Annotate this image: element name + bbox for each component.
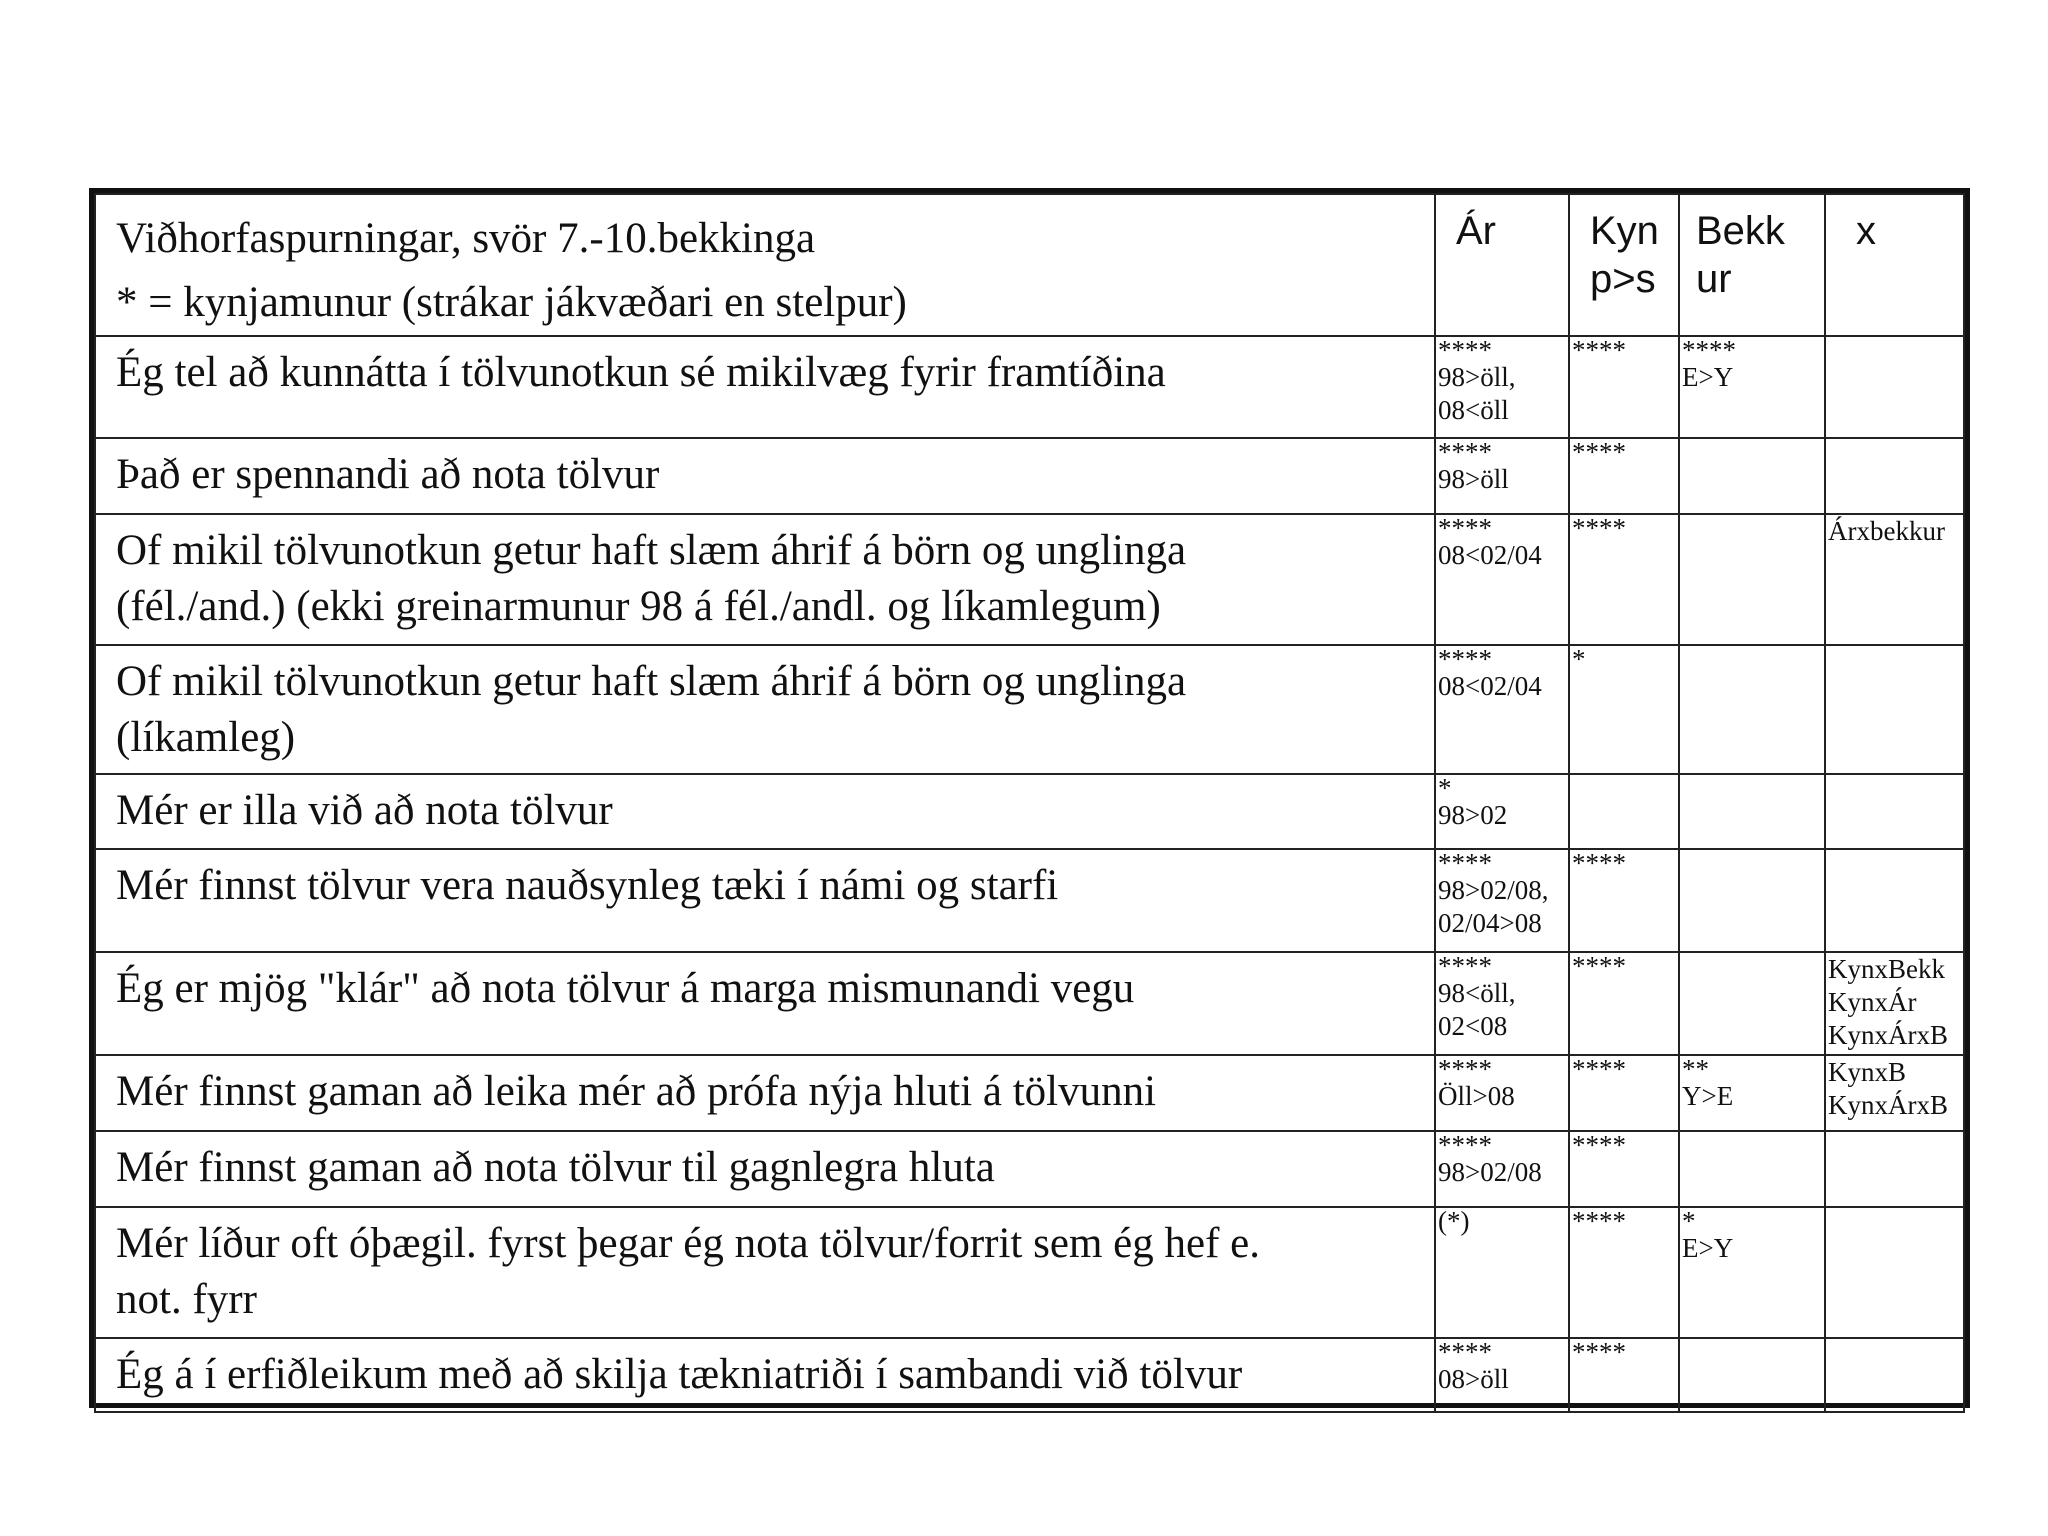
significance-stars: (*) (1438, 1207, 1470, 1236)
significance-stars: **** (1682, 336, 1736, 365)
question-cell (95, 438, 1435, 514)
ar-cell (1435, 438, 1569, 514)
question-text: Of mikil tölvunotkun getur haft slæm áhrif á börn og unglinga (116, 527, 1187, 574)
question-text: Ég á í erfiðleikum með að skilja tækniatriði í sambandi við tölvur (116, 1351, 1243, 1398)
table-row (95, 1207, 1964, 1338)
ar-value: Öll>08 (1438, 1081, 1515, 1111)
ar-cell (1435, 645, 1569, 774)
question-cell (95, 952, 1435, 1055)
bekkur-value: Y>E (1682, 1081, 1734, 1111)
kyn-cell (1569, 1055, 1679, 1131)
bekkur-cell (1679, 514, 1825, 645)
legend-note: * = kynjamunur (strákar jákvæðari en stelpur) (116, 279, 907, 326)
ar-value: 08<02/04 (1438, 671, 1542, 701)
bekkur-value: E>Y (1682, 362, 1734, 392)
significance-stars: **** (1572, 438, 1626, 467)
x-cell (1825, 514, 1964, 645)
significance-stars: ** (1682, 1055, 1709, 1084)
question-text: (fél./and.) (ekki greinarmunur 98 á fél./andl. og líkamlegum) (116, 583, 1161, 630)
question-text: Mér finnst gaman að nota tölvur til gagnlegra hluta (116, 1144, 995, 1191)
significance-stars: **** (1572, 952, 1626, 981)
kyn-cell (1569, 1207, 1679, 1338)
table-row (95, 952, 1964, 1055)
table-row (95, 774, 1964, 849)
significance-stars: **** (1572, 1131, 1626, 1160)
significance-stars: **** (1438, 849, 1492, 878)
x-cell (1825, 1207, 1964, 1338)
column-header-bekkur-line: Bekk (1696, 209, 1785, 253)
bekkur-cell (1679, 438, 1825, 514)
survey-table-grid (94, 193, 1965, 1413)
table-row (95, 849, 1964, 952)
significance-stars: **** (1572, 336, 1626, 365)
significance-stars: **** (1438, 438, 1492, 467)
ar-value: 02<08 (1438, 1011, 1508, 1041)
x-cell (1825, 774, 1964, 849)
bekkur-cell (1679, 1338, 1825, 1412)
question-cell (95, 645, 1435, 774)
bekkur-cell (1679, 952, 1825, 1055)
ar-value: 98<öll, (1438, 978, 1516, 1008)
significance-stars: * (1438, 774, 1452, 803)
bekkur-cell (1679, 645, 1825, 774)
ar-cell (1435, 774, 1569, 849)
x-value: KynxÁrxB (1828, 1020, 1948, 1050)
x-value: KynxÁr (1828, 987, 1917, 1017)
question-text: Það er spennandi að nota tölvur (116, 451, 660, 498)
kyn-cell (1569, 952, 1679, 1055)
kyn-cell (1569, 849, 1679, 952)
significance-stars: * (1572, 645, 1586, 674)
column-header-bekkur-line: ur (1696, 257, 1732, 301)
column-header-x-label: x (1856, 209, 1876, 253)
x-value: KynxÁrxB (1828, 1090, 1948, 1120)
significance-stars: **** (1572, 1207, 1626, 1236)
ar-value: 98>öll (1438, 464, 1509, 494)
column-header-kyn-line: p>s (1590, 257, 1656, 301)
significance-stars: **** (1438, 645, 1492, 674)
column-header-bekkur (1679, 194, 1825, 336)
ar-value: 98>öll, (1438, 362, 1516, 392)
question-text: Ég er mjög "klár" að nota tölvur á marga mismunandi vegu (116, 965, 1135, 1012)
significance-stars: **** (1438, 1055, 1492, 1084)
x-value: KynxBekk (1828, 954, 1945, 984)
kyn-cell (1569, 1338, 1679, 1412)
question-text: (líkamleg) (116, 714, 296, 761)
ar-value: 08<öll (1438, 395, 1509, 425)
significance-stars: **** (1438, 336, 1492, 365)
bekkur-cell (1679, 774, 1825, 849)
ar-value: 08>öll (1438, 1364, 1509, 1394)
x-value: KynxB (1828, 1057, 1907, 1087)
table-row (95, 514, 1964, 645)
ar-value: 98>02/08 (1438, 1157, 1542, 1187)
question-cell (95, 1207, 1435, 1338)
question-cell (95, 336, 1435, 438)
table-row (95, 1131, 1964, 1207)
ar-value: 08<02/04 (1438, 540, 1542, 570)
significance-stars: **** (1438, 514, 1492, 543)
x-cell (1825, 849, 1964, 952)
kyn-cell (1569, 1131, 1679, 1207)
table-title: Viðhorfaspurningar, svör 7.-10.bekkinga (116, 215, 816, 262)
question-cell (95, 1055, 1435, 1131)
x-cell (1825, 336, 1964, 438)
kyn-cell (1569, 438, 1679, 514)
bekkur-cell (1679, 1131, 1825, 1207)
significance-stars: **** (1572, 514, 1626, 543)
kyn-cell (1569, 645, 1679, 774)
question-text: Mér finnst gaman að leika mér að prófa nýja hluti á tölvunni (116, 1068, 1157, 1115)
ar-cell (1435, 1131, 1569, 1207)
ar-value: 98>02 (1438, 800, 1508, 830)
x-cell (1825, 1055, 1964, 1131)
column-header-kyn-line: Kyn (1590, 209, 1659, 253)
question-text: Ég tel að kunnátta í tölvunotkun sé mikilvæg fyrir framtíðina (116, 349, 1166, 396)
x-cell (1825, 645, 1964, 774)
ar-value: 02/04>08 (1438, 908, 1542, 938)
question-cell (95, 774, 1435, 849)
column-header-ar (1435, 194, 1569, 336)
header-cell (95, 194, 1435, 336)
question-cell (95, 514, 1435, 645)
table-row (95, 438, 1964, 514)
ar-cell (1435, 1338, 1569, 1412)
bekkur-cell (1679, 1055, 1825, 1131)
table-row (95, 1055, 1964, 1131)
bekkur-value: E>Y (1682, 1233, 1734, 1263)
significance-stars: **** (1438, 952, 1492, 981)
kyn-cell (1569, 774, 1679, 849)
header-row (95, 194, 1964, 336)
question-text: Mér er illa við að nota tölvur (116, 787, 613, 834)
ar-cell (1435, 514, 1569, 645)
bekkur-cell (1679, 849, 1825, 952)
question-text: not. fyrr (116, 1276, 257, 1323)
ar-cell (1435, 336, 1569, 438)
question-cell (95, 1338, 1435, 1412)
question-text: Mér finnst tölvur vera nauðsynleg tæki í námi og starfi (116, 862, 1059, 909)
significance-stars: **** (1438, 1131, 1492, 1160)
question-text: Of mikil tölvunotkun getur haft slæm áhrif á börn og unglinga (116, 658, 1187, 705)
question-cell (95, 849, 1435, 952)
kyn-cell (1569, 336, 1679, 438)
ar-cell (1435, 1055, 1569, 1131)
column-header-ar-label: Ár (1456, 209, 1496, 253)
ar-cell (1435, 1207, 1569, 1338)
x-value: Árxbekkur (1828, 516, 1945, 546)
kyn-cell (1569, 514, 1679, 645)
x-cell (1825, 438, 1964, 514)
table-row (95, 1338, 1964, 1412)
column-header-kyn (1569, 194, 1679, 336)
significance-stars: **** (1572, 849, 1626, 878)
question-cell (95, 1131, 1435, 1207)
bekkur-cell (1679, 336, 1825, 438)
x-cell (1825, 952, 1964, 1055)
x-cell (1825, 1338, 1964, 1412)
significance-stars: **** (1572, 1055, 1626, 1084)
ar-cell (1435, 952, 1569, 1055)
table-row (95, 645, 1964, 774)
significance-stars: * (1682, 1207, 1696, 1236)
column-header-x (1825, 194, 1964, 336)
table-row (95, 336, 1964, 438)
ar-cell (1435, 849, 1569, 952)
question-text: Mér líður oft óþægil. fyrst þegar ég nota tölvur/forrit sem ég hef e. (116, 1220, 1260, 1267)
survey-table (89, 188, 1970, 1408)
ar-value: 98>02/08, (1438, 875, 1549, 905)
significance-stars: **** (1438, 1338, 1492, 1367)
bekkur-cell (1679, 1207, 1825, 1338)
significance-stars: **** (1572, 1338, 1626, 1367)
x-cell (1825, 1131, 1964, 1207)
